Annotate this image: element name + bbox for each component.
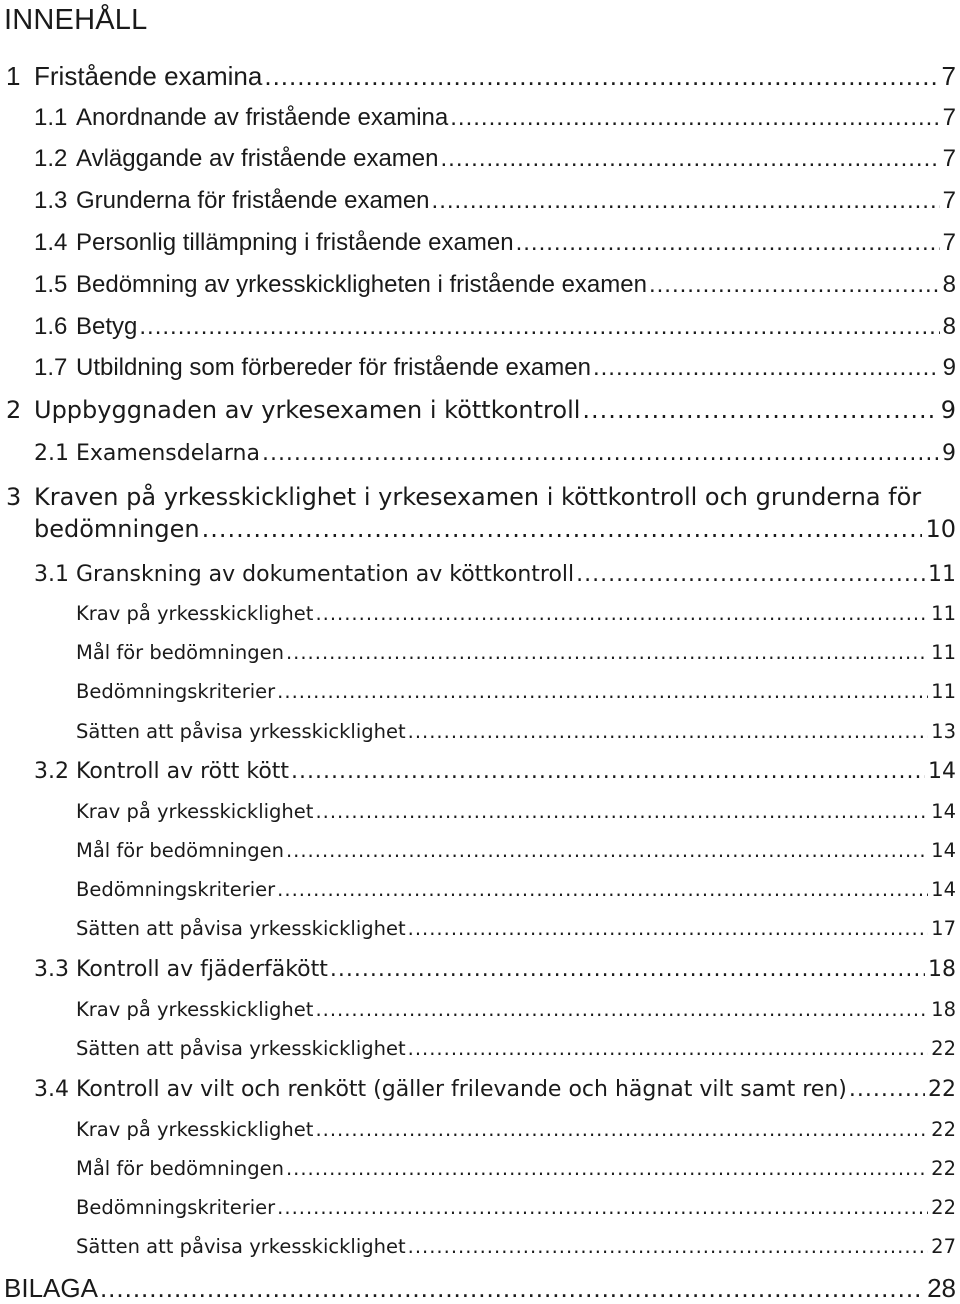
- toc-entry-title: Sätten att påvisa yrkesskicklighet: [76, 917, 406, 940]
- toc-entry-number: 3.2: [34, 759, 69, 784]
- toc-entry-title: Kraven på yrkesskicklighet i yrkesexamen i köttkontroll och grunderna för: [34, 483, 922, 511]
- toc-entry-3-2-mal[interactable]: [76, 837, 956, 864]
- toc-leader-dots: [262, 439, 939, 469]
- toc-leader-dots: [849, 1075, 925, 1105]
- toc-leader-dots: [582, 394, 937, 426]
- toc-entry-title: Anordnande av fristående examina: [76, 104, 449, 131]
- toc-entry-title-continued: bedömningen: [34, 515, 200, 543]
- toc-entry-bilaga[interactable]: [4, 1272, 956, 1304]
- toc-leader-dots: [576, 560, 925, 590]
- toc-entry-3-3-krav[interactable]: [76, 996, 956, 1023]
- toc-entry-title: BILAGA: [4, 1273, 98, 1303]
- toc-entry-3-1-mal[interactable]: [76, 639, 956, 666]
- toc-entry-3-2[interactable]: [34, 757, 956, 787]
- toc-entry-page: 10: [925, 515, 956, 543]
- toc-entry-page: 11: [931, 680, 956, 703]
- toc-entry-page: 14: [931, 839, 956, 862]
- toc-leader-dots: [100, 1272, 924, 1304]
- toc-entry-title: Sätten att påvisa yrkesskicklighet: [76, 1037, 406, 1060]
- toc-entry-title: Betyg: [76, 313, 138, 340]
- toc-leader-dots: [315, 798, 928, 825]
- toc-entry-1-3[interactable]: [34, 186, 956, 216]
- toc-entry-page: 22: [931, 1157, 956, 1180]
- toc-entry-number: 3.1: [34, 562, 69, 587]
- toc-entry-page: 7: [942, 229, 956, 256]
- toc-heading: INNEHÅLL: [4, 4, 148, 36]
- toc-entry-title: Bedömningskriterier: [76, 680, 276, 703]
- toc-entry-number: 1.2: [34, 145, 68, 172]
- toc-entry-title: Bedömningskriterier: [76, 1196, 276, 1219]
- toc-leader-dots: [277, 876, 928, 903]
- toc-entry-2[interactable]: [6, 394, 956, 426]
- toc-entry-page: 9: [940, 396, 956, 424]
- toc-leader-dots: [277, 1194, 928, 1221]
- toc-entry-page: 27: [931, 1235, 956, 1258]
- toc-entry-page: 11: [931, 602, 956, 625]
- toc-entry-title: Bedömningskriterier: [76, 878, 276, 901]
- toc-entry-page: 9: [942, 354, 956, 381]
- toc-entry-page: 17: [931, 917, 956, 940]
- toc-leader-dots: [291, 757, 925, 787]
- toc-entry-3-1-kriterier[interactable]: [76, 678, 956, 705]
- toc-entry-3-2-krav[interactable]: [76, 798, 956, 825]
- toc-entry-page: 22: [931, 1118, 956, 1141]
- toc-leader-dots: [440, 144, 939, 174]
- toc-entry-1-6[interactable]: [34, 312, 956, 342]
- toc-entry-number: 1.5: [34, 271, 68, 298]
- toc-entry-number: 2: [6, 396, 22, 424]
- toc-entry-3-3-satten[interactable]: [76, 1035, 956, 1062]
- toc-leader-dots: [277, 678, 928, 705]
- toc-entry-page: 11: [928, 562, 956, 587]
- toc-entry-1-7[interactable]: [34, 353, 956, 383]
- toc-entry-title: Mål för bedömningen: [76, 1157, 284, 1180]
- toc-leader-dots: [649, 270, 940, 300]
- toc-leader-dots: [286, 837, 928, 864]
- toc-entry-title: Krav på yrkesskicklighet: [76, 1118, 314, 1141]
- toc-entry-title: Grunderna för fristående examen: [76, 187, 430, 214]
- toc-entry-3-1-krav[interactable]: [76, 600, 956, 627]
- toc-entry-3[interactable]: [6, 481, 956, 545]
- toc-entry-title: Avläggande av fristående examen: [76, 145, 439, 172]
- toc-entry-number: 1.6: [34, 313, 68, 340]
- toc-entry-title: Krav på yrkesskicklighet: [76, 998, 314, 1021]
- toc-leader-dots: [408, 915, 929, 942]
- toc-entry-title: Utbildning som förbereder för fristående examen: [76, 354, 591, 381]
- toc-entry-number: 1.4: [34, 229, 68, 256]
- toc-leader-dots: [139, 312, 939, 342]
- toc-entry-number: 1: [6, 61, 21, 91]
- toc-entry-3-4-krav[interactable]: [76, 1116, 956, 1143]
- toc-leader-dots: [286, 1155, 928, 1182]
- toc-entry-3-4-satten[interactable]: [76, 1233, 956, 1260]
- toc-leader-dots: [202, 513, 923, 545]
- toc-entry-title: Kontroll av rött kött: [76, 759, 290, 784]
- toc-leader-dots: [593, 353, 940, 383]
- toc-entry-number: 2.1: [34, 441, 69, 466]
- toc-entry-number: 1.7: [34, 354, 68, 381]
- toc-entry-page: 7: [941, 61, 956, 91]
- toc-entry-1-1[interactable]: [34, 103, 956, 133]
- toc-entry-page: 7: [942, 145, 956, 172]
- toc-leader-dots: [432, 186, 940, 216]
- toc-entry-1-4[interactable]: [34, 228, 956, 258]
- toc-entry-1[interactable]: [6, 60, 956, 92]
- toc-entry-title: Mål för bedömningen: [76, 839, 284, 862]
- toc-entry-page: 8: [942, 271, 956, 298]
- toc-entry-number: 3.4: [34, 1077, 69, 1102]
- toc-entry-page: 11: [931, 641, 956, 664]
- toc-leader-dots: [408, 1233, 929, 1260]
- toc-entry-page: 14: [928, 759, 956, 784]
- toc-entry-page: 14: [931, 800, 956, 823]
- toc-entry-page: 18: [931, 998, 956, 1021]
- toc-entry-3-4[interactable]: [34, 1075, 956, 1105]
- toc-entry-title: Mål för bedömningen: [76, 641, 284, 664]
- toc-entry-3-4-mal[interactable]: [76, 1155, 956, 1182]
- toc-entry-page: 7: [942, 104, 956, 131]
- toc-entry-number: 3.3: [34, 957, 69, 982]
- toc-entry-title: Kontroll av vilt och renkött (gäller frilevande och hägnat vilt samt ren): [76, 1077, 847, 1102]
- toc-leader-dots: [264, 60, 938, 92]
- toc-leader-dots: [408, 1035, 929, 1062]
- toc-entry-1-5[interactable]: [34, 270, 956, 300]
- toc-leader-dots: [516, 228, 940, 258]
- toc-entry-page: 8: [942, 313, 956, 340]
- toc-entry-page: 28: [927, 1273, 956, 1303]
- toc-entry-page: 22: [931, 1196, 956, 1219]
- toc-entry-title: Granskning av dokumentation av köttkontroll: [76, 562, 575, 587]
- toc-entry-title: Sätten att påvisa yrkesskicklighet: [76, 720, 406, 743]
- toc-entry-page: 18: [928, 957, 956, 982]
- toc-entry-title: Bedömning av yrkesskickligheten i fristående examen: [76, 271, 647, 298]
- toc-entry-page: 13: [931, 720, 956, 743]
- toc-leader-dots: [315, 600, 928, 627]
- toc-entry-number: 1.1: [34, 104, 68, 131]
- toc-leader-dots: [315, 996, 928, 1023]
- toc-entry-title: Examensdelarna: [76, 441, 260, 466]
- toc-entry-3-2-kriterier[interactable]: [76, 876, 956, 903]
- toc-entry-3-3[interactable]: [34, 955, 956, 985]
- toc-entry-title: Kontroll av fjäderfäkött: [76, 957, 328, 982]
- toc-entry-2-1[interactable]: [34, 439, 956, 469]
- toc-entry-page: 7: [942, 187, 956, 214]
- toc-entry-page: 14: [931, 878, 956, 901]
- toc-entry-title: Personlig tillämpning i fristående examen: [76, 229, 514, 256]
- toc-entry-title: Krav på yrkesskicklighet: [76, 602, 314, 625]
- toc-entry-number: 1.3: [34, 187, 68, 214]
- toc-entry-page: 22: [931, 1037, 956, 1060]
- toc-entry-title: Krav på yrkesskicklighet: [76, 800, 314, 823]
- toc-entry-title: Sätten att påvisa yrkesskicklighet: [76, 1235, 406, 1258]
- toc-leader-dots: [408, 718, 929, 745]
- toc-leader-dots: [315, 1116, 928, 1143]
- toc-entry-page: 22: [928, 1077, 956, 1102]
- toc-entry-3-4-kriterier[interactable]: [76, 1194, 956, 1221]
- toc-entry-3-1[interactable]: [34, 560, 956, 590]
- toc-entry-title: Fristående examina: [34, 61, 263, 91]
- toc-entry-number: 3: [6, 483, 22, 511]
- toc-entry-title: Uppbyggnaden av yrkesexamen i köttkontroll: [34, 396, 581, 424]
- toc-entry-1-2[interactable]: [34, 144, 956, 174]
- toc-entry-3-1-satten[interactable]: [76, 718, 956, 745]
- toc-entry-3-2-satten[interactable]: [76, 915, 956, 942]
- toc-leader-dots: [330, 955, 925, 985]
- toc-leader-dots: [286, 639, 928, 666]
- toc-entry-page: 9: [942, 441, 956, 466]
- toc-leader-dots: [450, 103, 939, 133]
